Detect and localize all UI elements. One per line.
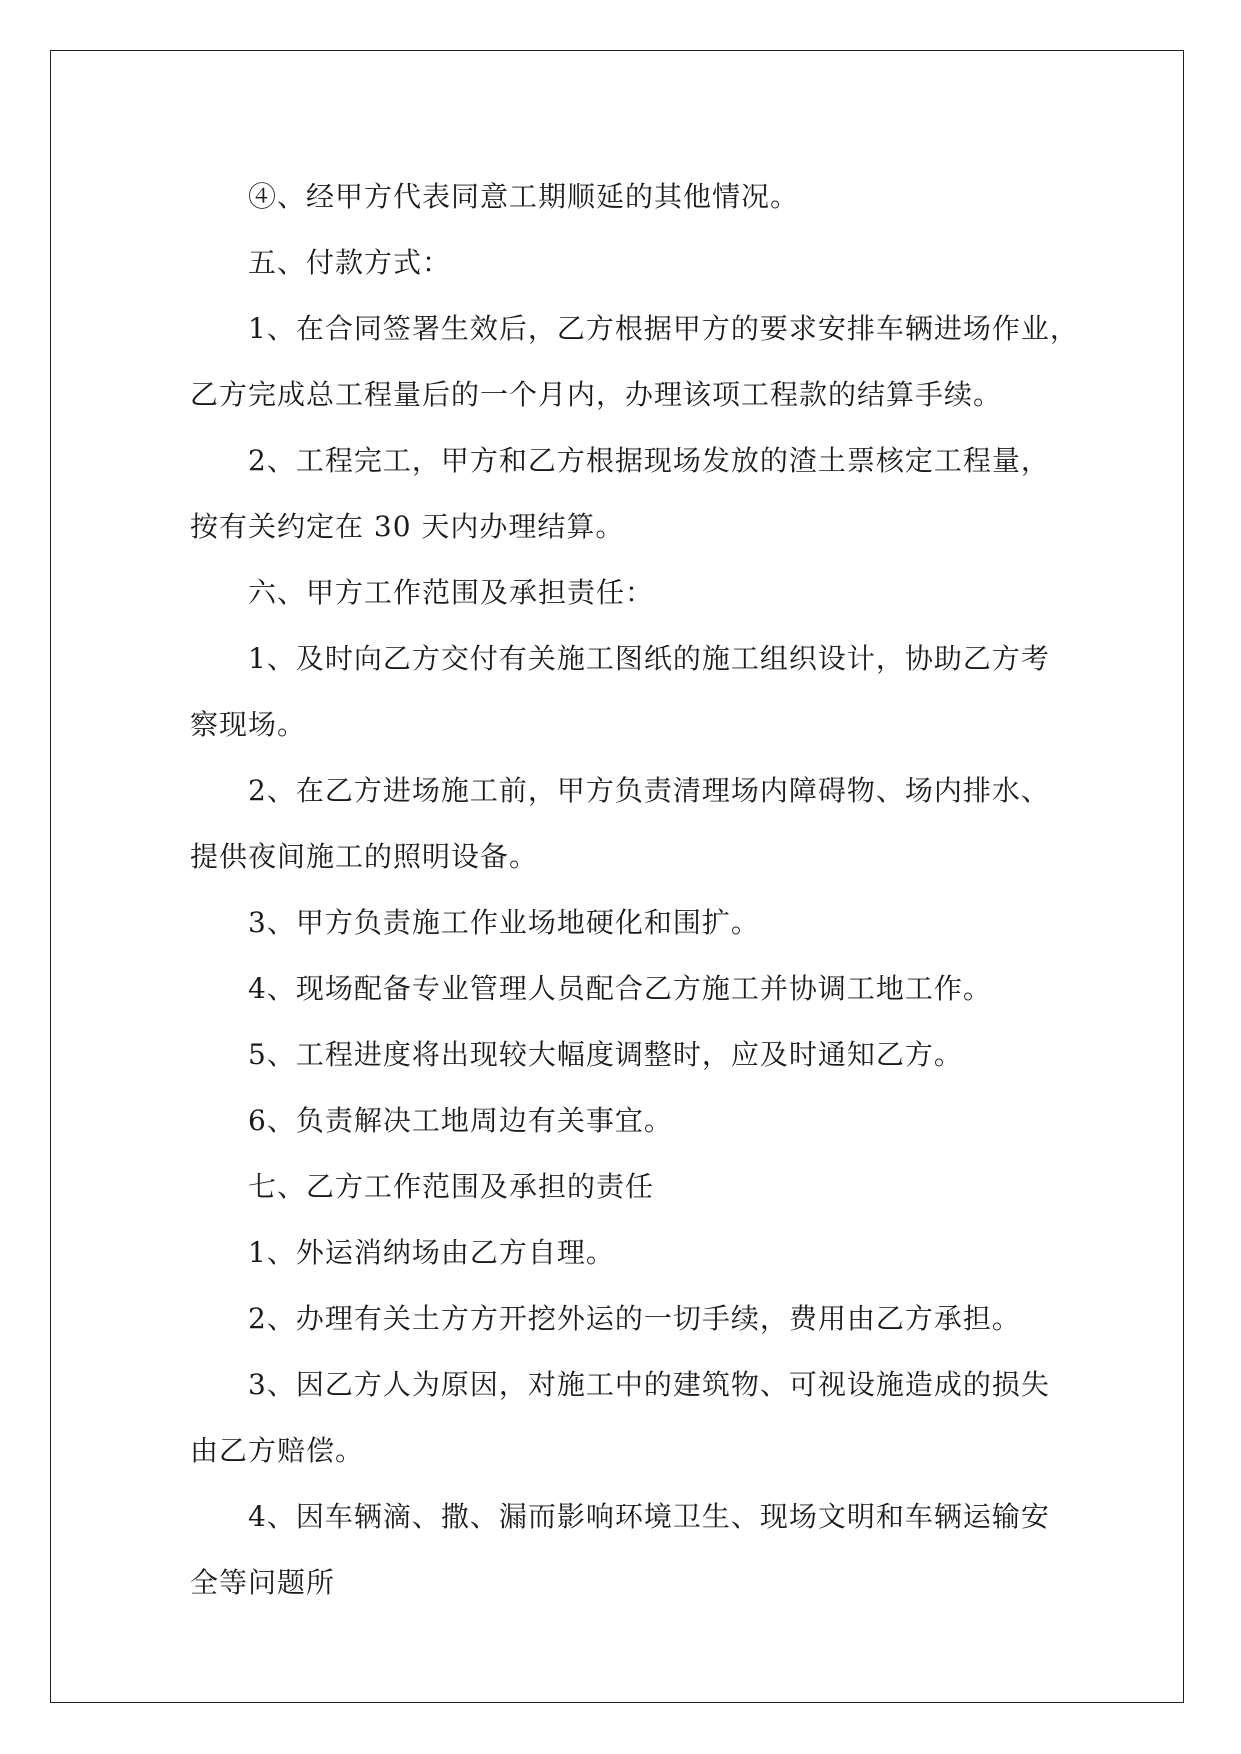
text-line: 1、外运消纳场由乙方自理。 xyxy=(248,1236,615,1269)
text-line: 4、因车辆滴、撒、漏而影响环境卫生、现场文明和车辆运输安 xyxy=(248,1500,1050,1533)
text-line: 5、工程进度将出现较大幅度调整时，应及时通知乙方。 xyxy=(248,1038,963,1071)
text-line: 全等问题所 xyxy=(190,1566,336,1599)
document-body xyxy=(190,164,1079,1616)
text-line: 2、在乙方进场施工前，甲方负责清理场内障碍物、场内排水、 xyxy=(248,774,1050,807)
text-line: 六、甲方工作范围及承担责任： xyxy=(248,576,655,609)
text-line: 6、负责解决工地周边有关事宜。 xyxy=(248,1104,673,1137)
text-line: 2、办理有关土方方开挖外运的一切手续，费用由乙方承担。 xyxy=(248,1302,1021,1335)
text-line: 提供夜间施工的照明设备。 xyxy=(190,840,539,873)
text-line: 按有关约定在 30 天内办理结算。 xyxy=(190,510,625,543)
text-line: 1、及时向乙方交付有关施工图纸的施工组织设计，协助乙方考 xyxy=(248,642,1050,675)
text-line: 1、在合同签署生效后，乙方根据甲方的要求安排车辆进场作业， xyxy=(248,312,1079,345)
text-line: 乙方完成总工程量后的一个月内，办理该项工程款的结算手续。 xyxy=(190,378,1003,411)
text-line: 由乙方赔偿。 xyxy=(190,1434,365,1467)
text-line: 4、现场配备专业管理人员配合乙方施工并协调工地工作。 xyxy=(248,972,992,1005)
text-line: 2、工程完工，甲方和乙方根据现场发放的渣土票核定工程量， xyxy=(248,444,1050,477)
text-line: ④、经甲方代表同意工期顺延的其他情况。 xyxy=(248,180,800,213)
text-line: 察现场。 xyxy=(190,708,307,741)
text-line: 五、付款方式： xyxy=(248,246,452,279)
text-line: 3、因乙方人为原因，对施工中的建筑物、可视设施造成的损失 xyxy=(248,1368,1050,1401)
text-line: 七、乙方工作范围及承担的责任 xyxy=(248,1170,655,1203)
text-line: 3、甲方负责施工作业场地硬化和围扩。 xyxy=(248,906,760,939)
